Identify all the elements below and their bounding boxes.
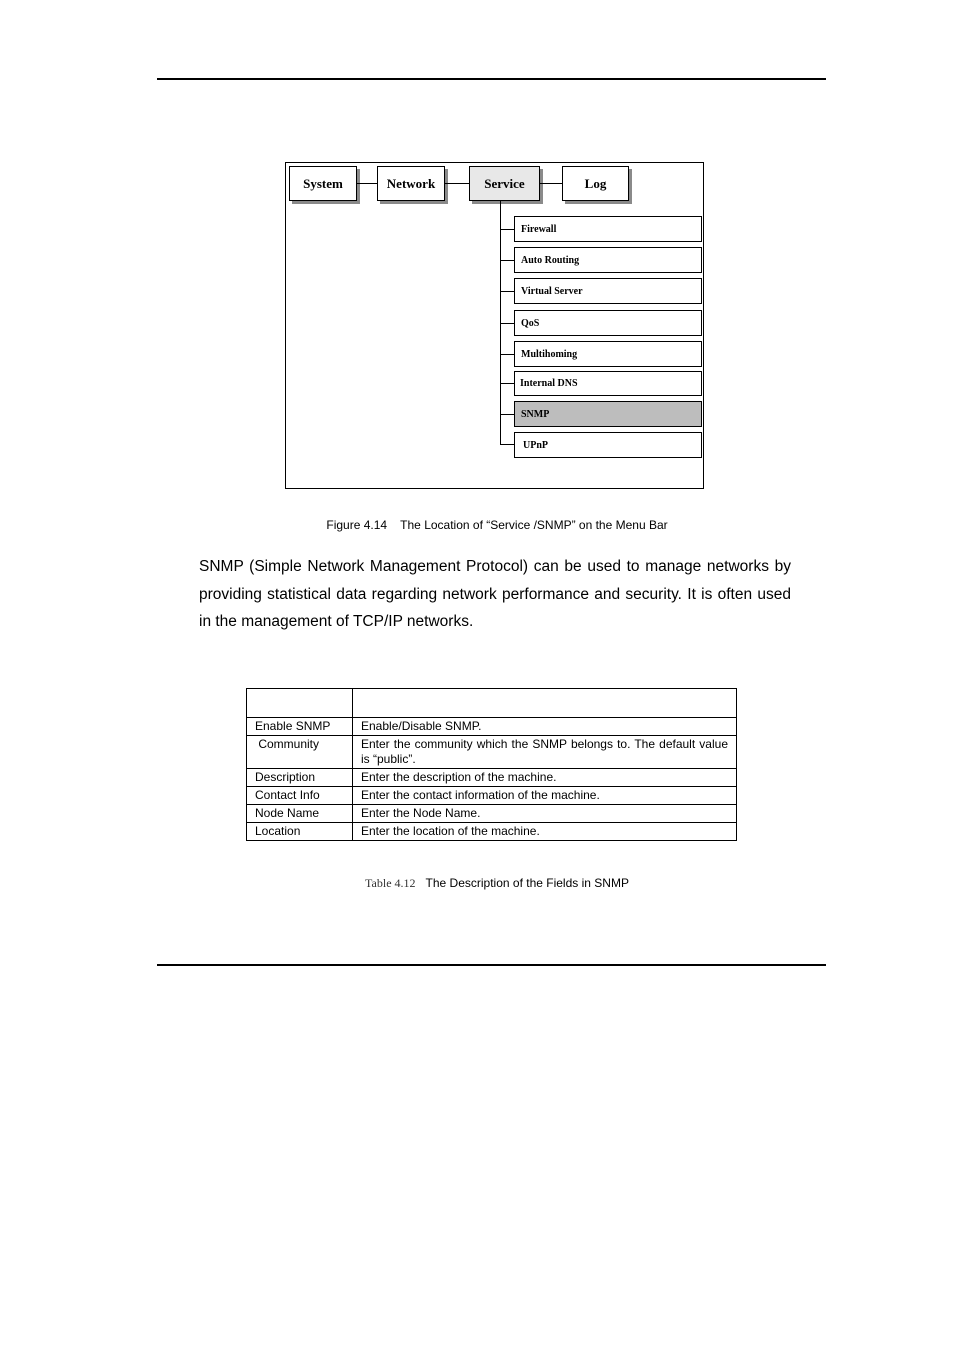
menu-system-button[interactable]: System: [289, 166, 357, 201]
field-name-cell: Location: [247, 823, 353, 841]
field-name-cell: Description: [247, 769, 353, 787]
table-caption-label: Table 4.12: [365, 876, 416, 890]
connector-line: [500, 444, 514, 445]
table-row: [247, 805, 737, 823]
field-description-cell: Enter the community which the SNMP belongs to. The default value is “public”.: [353, 736, 737, 769]
connector-line: [357, 183, 377, 184]
field-description-cell: Enter the Node Name.: [353, 805, 737, 823]
submenu-snmp[interactable]: SNMP: [514, 401, 702, 427]
table-header-cell: [353, 689, 737, 718]
table-caption: [20, 876, 954, 891]
connector-line: [500, 260, 514, 261]
table-caption-text: The Description of the Fields in SNMP: [425, 876, 629, 890]
figure-caption: Figure 4.14 The Location of “Service /SNMP” on the Menu Bar: [326, 518, 668, 532]
footer-rule: [157, 964, 826, 966]
fields-table: [246, 688, 737, 841]
menu-log-button[interactable]: Log: [562, 166, 629, 201]
connector-line: [500, 414, 514, 415]
field-description-cell: Enable/Disable SNMP.: [353, 718, 737, 736]
field-name-cell: Contact Info: [247, 787, 353, 805]
submenu-firewall[interactable]: Firewall: [514, 216, 702, 242]
connector-line: [540, 183, 562, 184]
menu-bar-figure: [285, 162, 704, 489]
connector-line: [500, 229, 514, 230]
submenu-qos[interactable]: QoS: [514, 310, 702, 336]
field-name-cell: Community: [247, 736, 353, 769]
table-header-row: [247, 689, 737, 718]
field-description-cell: Enter the location of the machine.: [353, 823, 737, 841]
field-description-cell: Enter the contact information of the machine.: [353, 787, 737, 805]
connector-line: [500, 383, 514, 384]
submenu-multihoming[interactable]: Multihoming: [514, 341, 702, 367]
connector-line: [445, 183, 469, 184]
connector-line: [500, 291, 514, 292]
submenu-auto-routing[interactable]: Auto Routing: [514, 247, 702, 273]
field-description-cell: Enter the description of the machine.: [353, 769, 737, 787]
connector-line: [500, 323, 514, 324]
header-rule: [157, 78, 826, 80]
table-row: [247, 787, 737, 805]
field-name-cell: Enable SNMP: [247, 718, 353, 736]
submenu-upnp[interactable]: UPnP: [514, 432, 702, 458]
menu-network-button[interactable]: Network: [377, 166, 445, 201]
table-row: [247, 736, 737, 769]
table-row: [247, 718, 737, 736]
submenu-internal-dns[interactable]: Internal DNS: [514, 371, 702, 396]
table-row: [247, 823, 737, 841]
body-paragraph: SNMP (Simple Network Management Protocol) can be used to manage networks by providing statistical data regarding network performance and security. It is often used in the management of TCP/IP networks.: [199, 558, 791, 630]
menu-service-button[interactable]: Service: [469, 166, 540, 201]
submenu-virtual-server[interactable]: Virtual Server: [514, 278, 702, 304]
table-row: [247, 769, 737, 787]
connector-line: [500, 354, 514, 355]
field-name-cell: Node Name: [247, 805, 353, 823]
table-header-cell: [247, 689, 353, 718]
